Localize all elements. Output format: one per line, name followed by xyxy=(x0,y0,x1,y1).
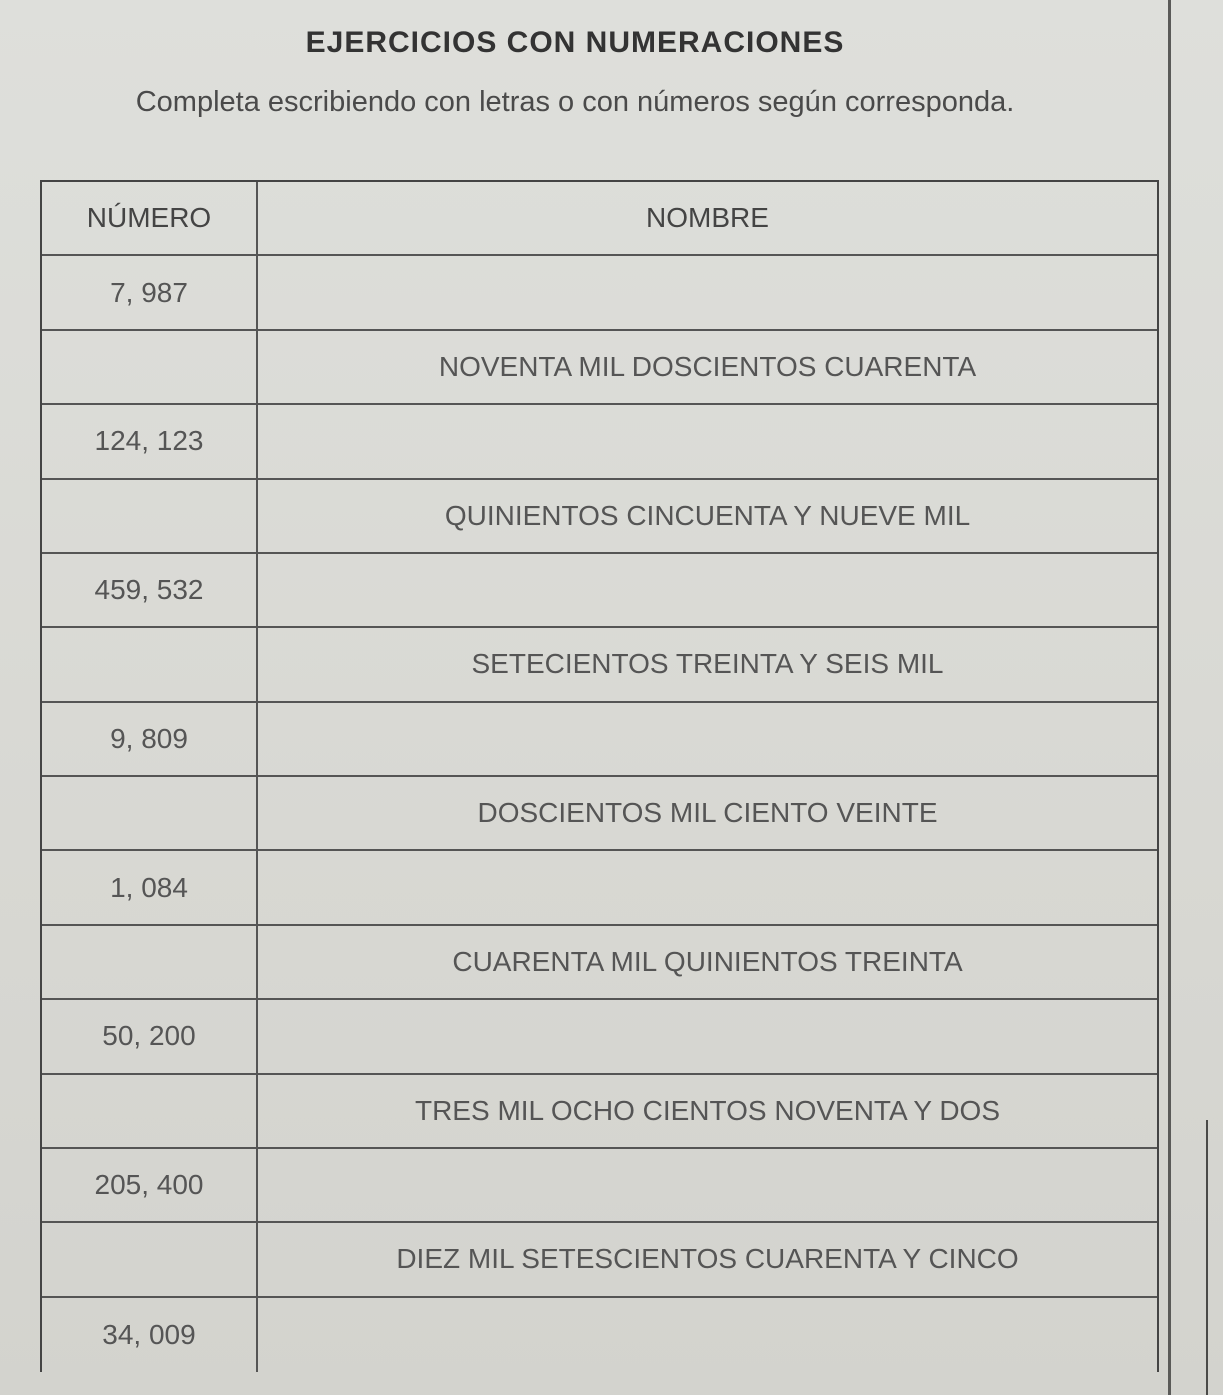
row-number-cell: 1, 084 xyxy=(42,851,258,925)
row-number-cell: 7, 987 xyxy=(42,256,258,330)
row-number-cell: 50, 200 xyxy=(42,1000,258,1074)
row-number-cell[interactable] xyxy=(42,480,258,554)
row-number-cell: 34, 009 xyxy=(42,1298,258,1372)
header-number: NÚMERO xyxy=(42,182,258,256)
row-number-cell[interactable] xyxy=(42,1223,258,1297)
row-number-cell: 205, 400 xyxy=(42,1149,258,1223)
row-number-cell[interactable] xyxy=(42,1075,258,1149)
row-name-cell[interactable] xyxy=(258,405,1157,479)
row-name-cell[interactable] xyxy=(258,1000,1157,1074)
row-number-cell[interactable] xyxy=(42,331,258,405)
worksheet-instructions: Completa escribiendo con letras o con números según corresponda. xyxy=(135,86,1015,118)
row-number-cell: 9, 809 xyxy=(42,703,258,777)
row-number-cell[interactable] xyxy=(42,926,258,1000)
page-edge-line xyxy=(1168,0,1171,1395)
header-name: NOMBRE xyxy=(258,182,1157,256)
row-number-cell: 124, 123 xyxy=(42,405,258,479)
row-number-cell[interactable] xyxy=(42,777,258,851)
page-edge-line xyxy=(1206,1120,1208,1395)
worksheet-title: EJERCICIOS CON NUMERACIONES xyxy=(305,26,845,59)
row-name-cell: QUINIENTOS CINCUENTA Y NUEVE MIL xyxy=(258,480,1157,554)
row-number-cell: 459, 532 xyxy=(42,554,258,628)
row-name-cell[interactable] xyxy=(258,703,1157,777)
row-name-cell[interactable] xyxy=(258,1149,1157,1223)
row-name-cell: DIEZ MIL SETESCIENTOS CUARENTA Y CINCO xyxy=(258,1223,1157,1297)
row-name-cell: CUARENTA MIL QUINIENTOS TREINTA xyxy=(258,926,1157,1000)
row-name-cell: TRES MIL OCHO CIENTOS NOVENTA Y DOS xyxy=(258,1075,1157,1149)
row-name-cell: NOVENTA MIL DOSCIENTOS CUARENTA xyxy=(258,331,1157,405)
row-name-cell[interactable] xyxy=(258,1298,1157,1372)
row-name-cell[interactable] xyxy=(258,554,1157,628)
row-name-cell: SETECIENTOS TREINTA Y SEIS MIL xyxy=(258,628,1157,702)
row-name-cell[interactable] xyxy=(258,851,1157,925)
numbers-table xyxy=(40,180,1159,1372)
row-number-cell[interactable] xyxy=(42,628,258,702)
row-name-cell[interactable] xyxy=(258,256,1157,330)
row-name-cell: DOSCIENTOS MIL CIENTO VEINTE xyxy=(258,777,1157,851)
